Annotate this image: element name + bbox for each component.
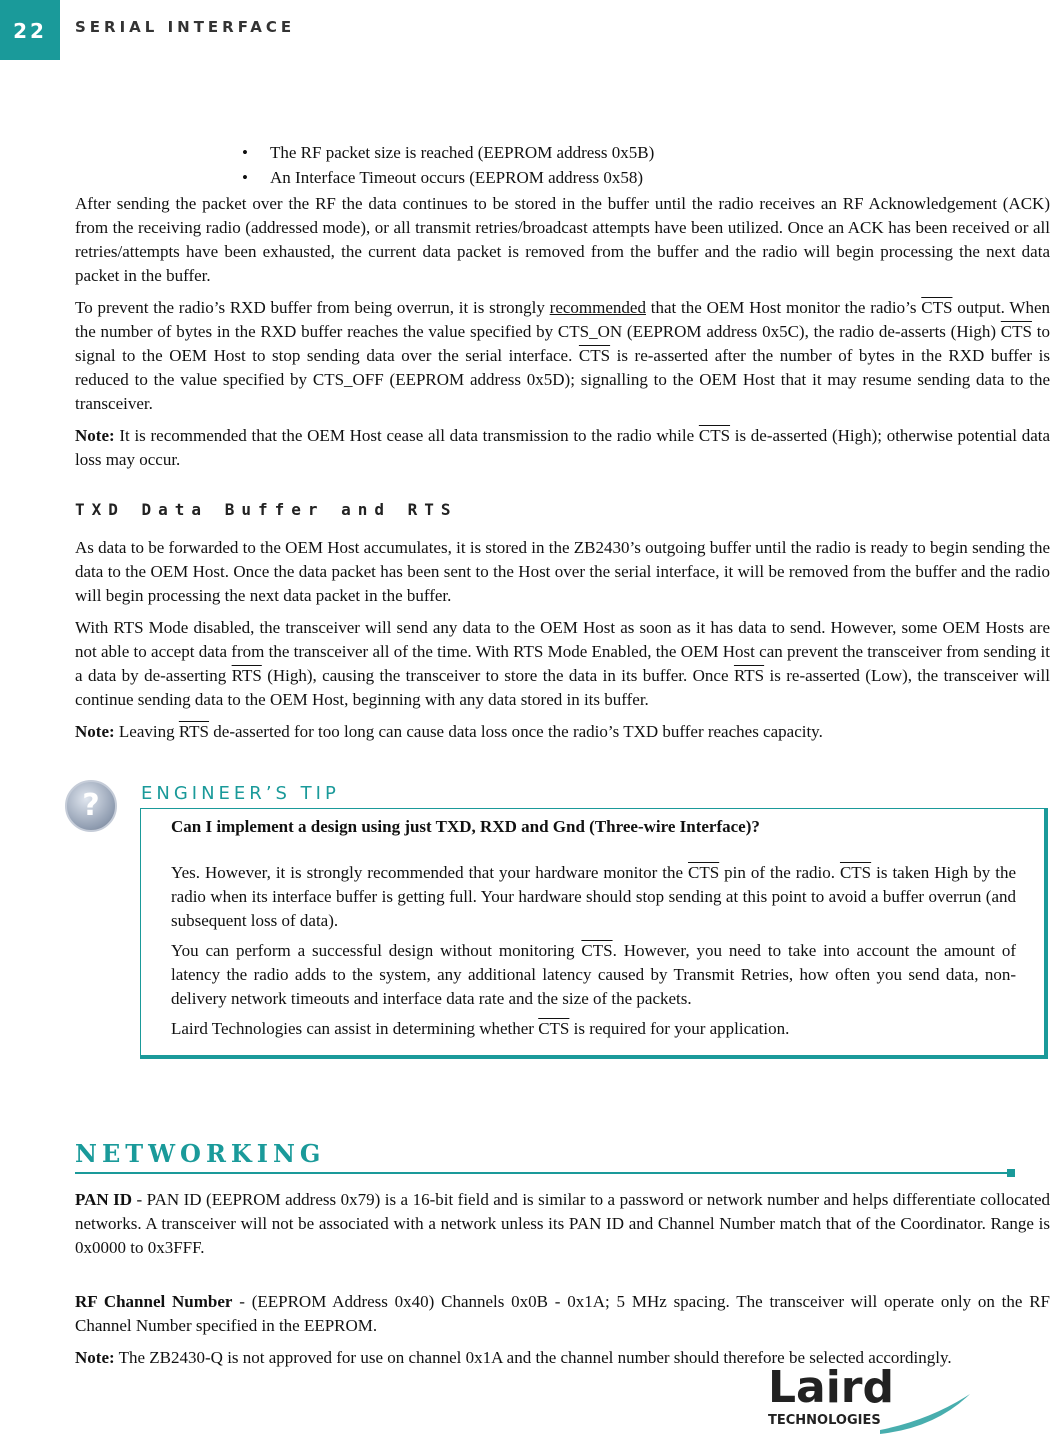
list-item: • The RF packet size is reached (EEPROM address 0x5B) bbox=[242, 143, 655, 162]
heading-rule bbox=[75, 1172, 1007, 1174]
document-body bbox=[75, 140, 1050, 1378]
tip-answer: Yes. However, it is strongly recommended that your hardware monitor the $\overline{CTS}$ pin of the radio. $\overline{CTS}$ is taken High by the radio when its interface buffer is getting full. Your hardware should stop sending at this point to avoid a buffer overrun (and subsequent loss of data). bbox=[171, 863, 1016, 930]
tip-answer: Laird Technologies can assist in determining whether $\overline{CTS}$ is required for your application. bbox=[171, 1019, 790, 1038]
paragraph: To prevent the radio’s RXD buffer from being overrun, it is strongly recommended that the OEM Host monitor the radio’s $\overline{CTS}$ output. When the number of bytes in the RXD buffer reaches the value specified by CTS_ON (EEPROM address 0x5C), the radio de-asserts (High) $\overline{CTS}$ to signal to the OEM Host to stop sending data over the serial interface. $\overline{CTS}$ is re-asserted after the number of bytes in the RXD buffer is reduced to the value specified by CTS_OFF (EEPROM address 0x5D); signalling to the OEM Host that it may resume sending data to the transceiver. bbox=[75, 298, 1050, 413]
laird-logo bbox=[760, 1360, 972, 1436]
note: Note: Leaving $\overline{RTS}$ de-asserted for too long can cause data loss once the radio’s TXD buffer reaches capacity. bbox=[75, 722, 823, 741]
networking-heading: NETWORKING bbox=[75, 1139, 326, 1168]
paragraph: After sending the packet over the RF the data continues to be stored in the buffer until the radio receives an RF Acknowledgement (ACK) from the receiving radio (addressed mode), or all transmit retries/broadcast attempts have been utilized. Once an ACK has been received or all retries/attempts have been exhausted, the current data packet is removed from the buffer and the radio will begin processing the next data packet in the buffer. bbox=[75, 194, 1050, 285]
note: Note: The ZB2430-Q is not approved for use on channel 0x1A and the channel number should therefore be selected accordingly. bbox=[75, 1348, 952, 1367]
list-item: • An Interface Timeout occurs (EEPROM address 0x58) bbox=[242, 168, 643, 187]
section-title: SERIAL INTERFACE bbox=[75, 18, 296, 36]
logo-subtitle: TECHNOLOGIES bbox=[768, 1413, 881, 1428]
tip-answer: You can perform a successful design without monitoring $\overline{CTS}$. However, you need to take into account the amount of latency the radio adds to the system, any additional latency caused by Transmit Retries, how often you send data, non-delivery network timeouts and interface data rate and the size of the packets. bbox=[171, 941, 1016, 1008]
page-number: 22 bbox=[0, 0, 60, 60]
recommended-link: recommended bbox=[549, 298, 646, 317]
logo-wordmark: Laird bbox=[768, 1362, 895, 1413]
tip-question: Can I implement a design using just TXD, RXD and Gnd (Three-wire Interface)? bbox=[171, 817, 760, 836]
paragraph: RF Channel Number - (EEPROM Address 0x40) Channels 0x0B - 0x1A; 5 MHz spacing. The transceiver will operate only on the RF Channel Number specified in the EEPROM. bbox=[75, 1292, 1050, 1335]
paragraph: As data to be forwarded to the OEM Host accumulates, it is stored in the ZB2430’s outgoing buffer until the radio is ready to begin sending the data to the OEM Host. Once the data packet has been sent to the Host over the serial interface, it will be removed from the buffer and the radio will begin processing the next data packet in the buffer. bbox=[75, 538, 1050, 605]
paragraph: With RTS Mode disabled, the transceiver will send any data to the OEM Host as soon as it has data to send. However, some OEM Hosts are not able to accept data from the transceiver all of the time. With RTS Mode Enabled, the OEM Host can prevent the transceiver from sending it a data by de-asserting $\overline{RTS}$ (High), causing the transceiver to store the data in its buffer. Once $\overline{RTS}$ is re-asserted (Low), the transceiver will continue sending data to the OEM Host, beginning with any data stored in its buffer. bbox=[75, 618, 1050, 709]
txd-heading: TXD Data Buffer and RTS bbox=[75, 500, 458, 519]
note: Note: It is recommended that the OEM Host cease all data transmission to the radio while $\overline{CTS}$ is de-asserted (High); otherwise potential data loss may occur. bbox=[75, 426, 1050, 469]
tip-label: ENGINEER’S TIP bbox=[141, 783, 340, 804]
tip-box bbox=[140, 808, 1048, 1059]
question-icon: ? bbox=[65, 780, 117, 832]
bullet-list bbox=[75, 140, 1050, 190]
paragraph: PAN ID - PAN ID (EEPROM address 0x79) is a 16-bit field and is similar to a password or network number and helps differentiate collocated networks. A transceiver will not be associated with a network unless its PAN ID and Channel Number match that of the Coordinator. Range is 0x0000 to 0x3FFF. bbox=[75, 1190, 1050, 1257]
engineers-tip bbox=[75, 783, 1050, 1086]
